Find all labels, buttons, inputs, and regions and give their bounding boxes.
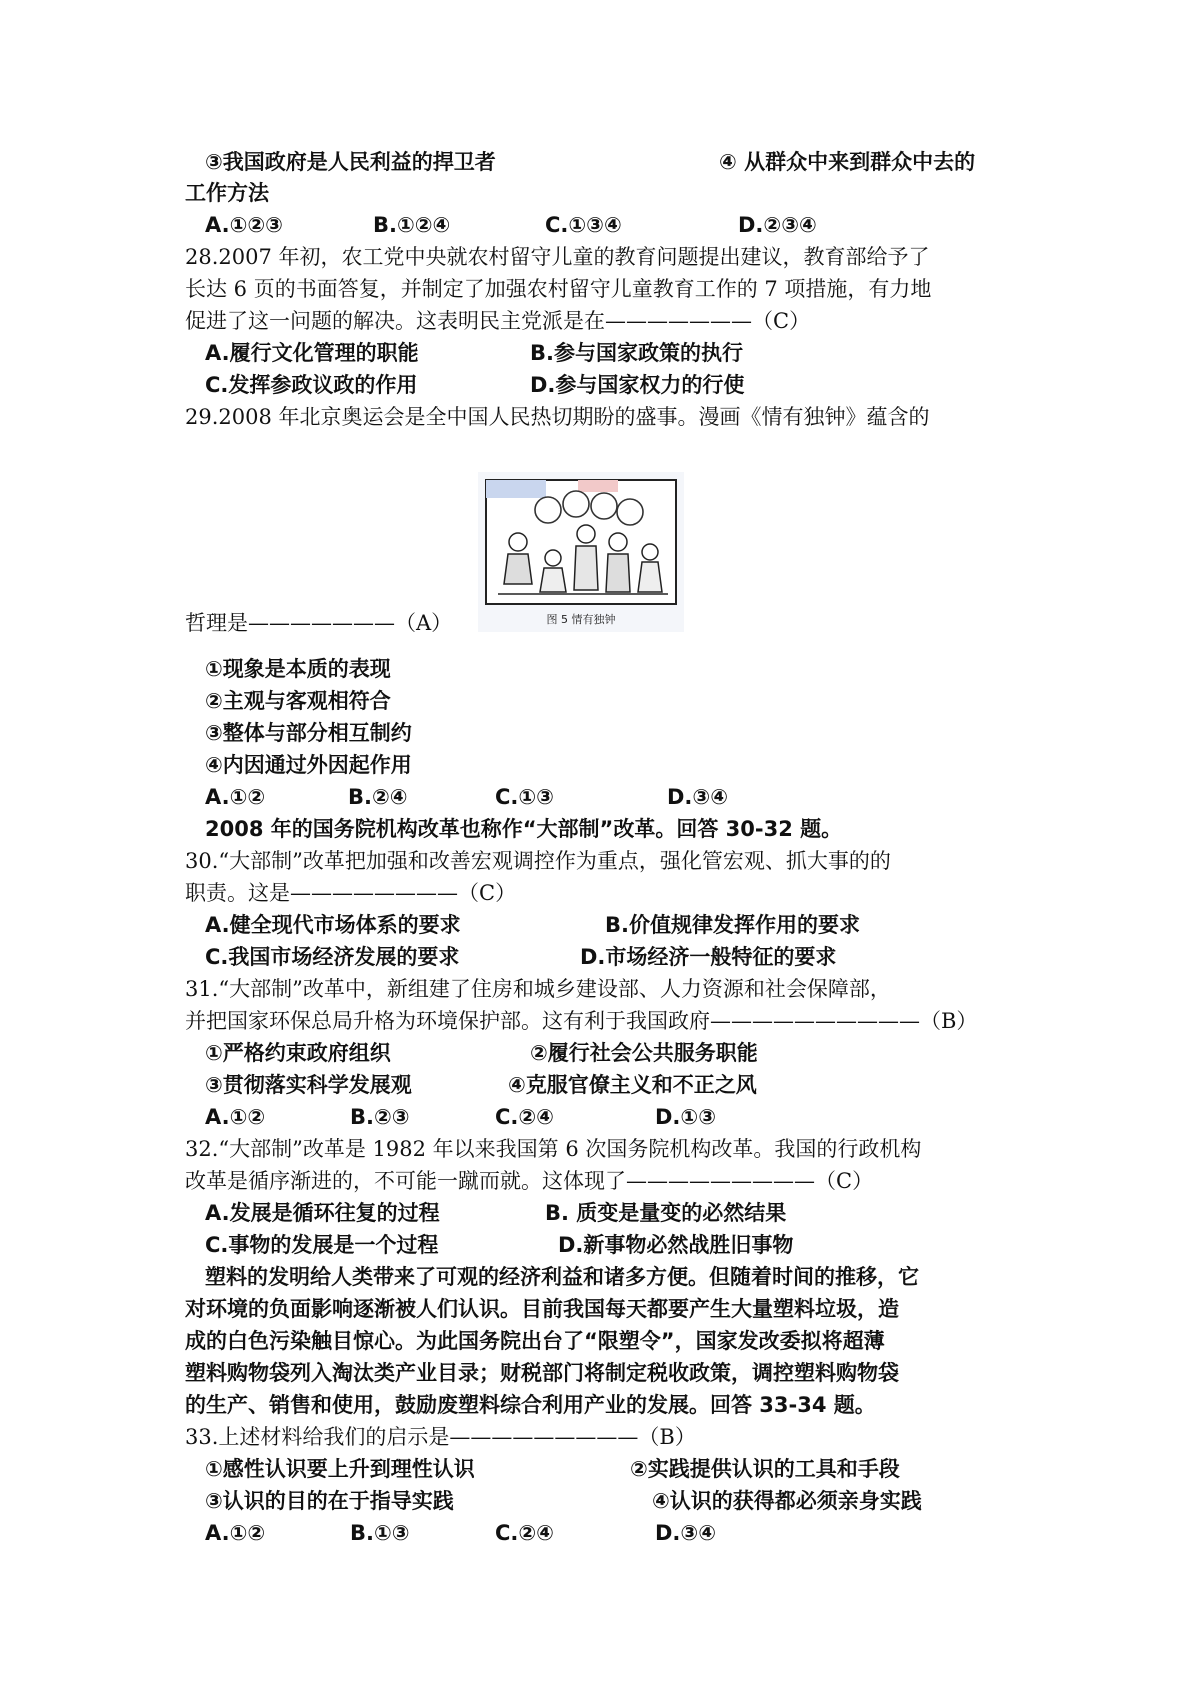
material-line-2: 对环境的负面影响逐渐被人们认识。目前我国每天都要产生大量塑料垃圾，造 bbox=[185, 1297, 899, 1321]
q33-statement-4: ④认识的获得都必须亲身实践 bbox=[652, 1489, 922, 1513]
q27-option-3: ③我国政府是人民利益的捍卫者 bbox=[205, 150, 496, 174]
q31-answer-c: C.②④ bbox=[495, 1105, 554, 1129]
q29-line-1: 29.2008 年北京奥运会是全中国人民热切期盼的盛事。漫画《情有独钟》蕴含的 bbox=[185, 405, 930, 429]
q27-option-4: ④ 从群众中来到群众中去的 bbox=[719, 150, 976, 174]
q29-answer-c: C.①③ bbox=[495, 785, 554, 809]
q29-statement-2: ②主观与客观相符合 bbox=[205, 689, 391, 713]
q33-answer-d: D.③④ bbox=[655, 1521, 716, 1545]
q33-statement-1: ①感性认识要上升到理性认识 bbox=[205, 1457, 475, 1481]
q30-line-1: 30.“大部制”改革把加强和改善宏观调控作为重点，强化管宏观、抓大事的的 bbox=[185, 849, 891, 873]
q30-option-b: B.价值规律发挥作用的要求 bbox=[605, 913, 860, 937]
q29-statement-3: ③整体与部分相互制约 bbox=[205, 721, 412, 745]
q33-answer-b: B.①③ bbox=[350, 1521, 410, 1545]
q33-line: 33.上述材料给我们的启示是—————————（B） bbox=[185, 1425, 696, 1449]
q27-answer-a: A.①②③ bbox=[205, 213, 283, 237]
q33-statement-2: ②实践提供认识的工具和手段 bbox=[630, 1457, 900, 1481]
material-line-5: 的生产、销售和使用，鼓励废塑料综合利用产业的发展。回答 33-34 题。 bbox=[185, 1393, 876, 1417]
q27-answer-c: C.①③④ bbox=[545, 213, 622, 237]
q29-answer-b: B.②④ bbox=[348, 785, 408, 809]
q33-statement-3: ③认识的目的在于指导实践 bbox=[205, 1489, 454, 1513]
q29-answer-a: A.①② bbox=[205, 785, 266, 809]
q30-line-2: 职责。这是————————（C） bbox=[185, 881, 517, 905]
material-line-1: 塑料的发明给人类带来了可观的经济利益和诸多方便。但随着时间的推移，它 bbox=[205, 1265, 919, 1289]
q28-option-a: A.履行文化管理的职能 bbox=[205, 341, 419, 365]
q31-line-2: 并把国家环保总局升格为环境保护部。这有利于我国政府——————————（B） bbox=[185, 1009, 978, 1033]
intro-30-32: 2008 年的国务院机构改革也称作“大部制”改革。回答 30-32 题。 bbox=[205, 817, 843, 841]
material-line-4: 塑料购物袋列入淘汰类产业目录；财税部门将制定税收政策，调控塑料购物袋 bbox=[185, 1361, 899, 1385]
q29-statement-4: ④内因通过外因起作用 bbox=[205, 753, 412, 777]
q29-line-2: 哲理是———————（A） bbox=[185, 611, 453, 635]
q27-option-4-cont: 工作方法 bbox=[185, 181, 269, 205]
q32-option-d: D.新事物必然战胜旧事物 bbox=[558, 1233, 794, 1257]
q28-line-3: 促进了这一问题的解决。这表明民主党派是在———————（C） bbox=[185, 309, 811, 333]
q30-option-c: C.我国市场经济发展的要求 bbox=[205, 945, 460, 969]
q30-option-a: A.健全现代市场体系的要求 bbox=[205, 913, 461, 937]
q32-option-b: B. 质变是量变的必然结果 bbox=[545, 1201, 787, 1225]
q32-option-a: A.发展是循环往复的过程 bbox=[205, 1201, 440, 1225]
q31-line-1: 31.“大部制”改革中，新组建了住房和城乡建设部、人力资源和社会保障部， bbox=[185, 977, 891, 1001]
q28-line-1: 28.2007 年初，农工党中央就农村留守儿童的教育问题提出建议，教育部给予了 bbox=[185, 245, 930, 269]
q32-option-c: C.事物的发展是一个过程 bbox=[205, 1233, 439, 1257]
q29-answer-d: D.③④ bbox=[667, 785, 728, 809]
q28-option-d: D.参与国家权力的行使 bbox=[530, 373, 745, 397]
q31-answer-a: A.①② bbox=[205, 1105, 266, 1129]
q28-option-c: C.发挥参政议政的作用 bbox=[205, 373, 418, 397]
q32-line-2: 改革是循序渐进的，不可能一蹴而就。这体现了—————————（C） bbox=[185, 1169, 874, 1193]
q27-answer-b: B.①②④ bbox=[373, 213, 451, 237]
q33-answer-a: A.①② bbox=[205, 1521, 266, 1545]
q29-statement-1: ①现象是本质的表现 bbox=[205, 657, 391, 681]
material-line-3: 成的白色污染触目惊心。为此国务院出台了“限塑令”，国家发改委拟将超薄 bbox=[185, 1329, 885, 1353]
cartoon-image bbox=[478, 472, 684, 632]
q31-statement-3: ③贯彻落实科学发展观 bbox=[205, 1073, 412, 1097]
q28-line-2: 长达 6 页的书面答复，并制定了加强农村留守儿童教育工作的 7 项措施，有力地 bbox=[185, 277, 932, 301]
q32-line-1: 32.“大部制”改革是 1982 年以来我国第 6 次国务院机构改革。我国的行政机构 bbox=[185, 1137, 922, 1161]
q31-answer-b: B.②③ bbox=[350, 1105, 410, 1129]
q30-option-d: D.市场经济一般特征的要求 bbox=[580, 945, 837, 969]
q33-answer-c: C.②④ bbox=[495, 1521, 554, 1545]
cartoon-caption: 图 5 情有独钟 bbox=[546, 613, 616, 626]
q31-statement-4: ④克服官僚主义和不正之风 bbox=[508, 1073, 757, 1097]
q31-answer-d: D.①③ bbox=[655, 1105, 716, 1129]
q31-statement-1: ①严格约束政府组织 bbox=[205, 1041, 391, 1065]
q28-option-b: B.参与国家政策的执行 bbox=[530, 341, 743, 365]
q31-statement-2: ②履行社会公共服务职能 bbox=[530, 1041, 758, 1065]
q27-answer-d: D.②③④ bbox=[738, 213, 817, 237]
